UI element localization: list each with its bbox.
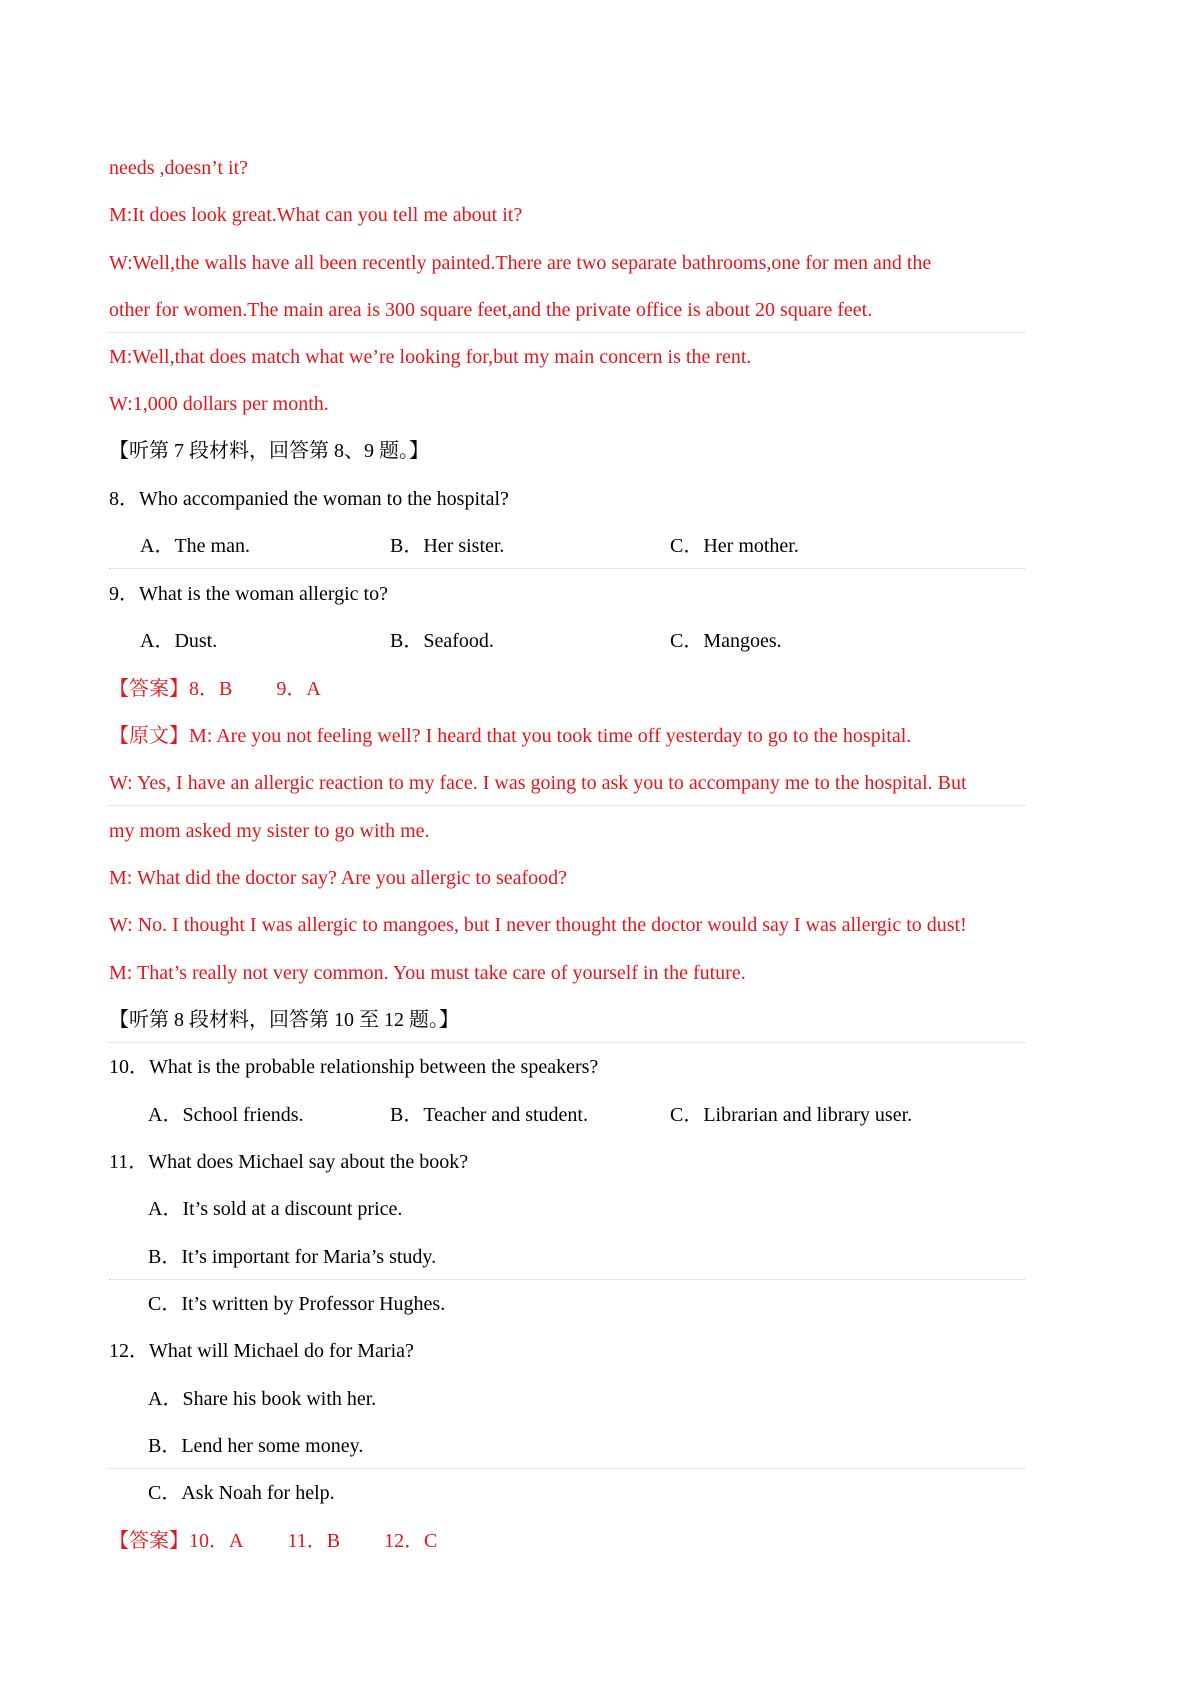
option-b: B．Lend her some money. [148, 1435, 364, 1457]
answer-value: 11．B [287, 1530, 341, 1552]
dotted-rule [109, 568, 1025, 569]
transcript-line: W:Well,the walls have all been recently painted.There are two separate bathrooms,one for men and the [109, 252, 932, 274]
option-a: A．It’s sold at a discount price. [148, 1198, 403, 1220]
dotted-rule [109, 805, 1025, 806]
transcript-line: W:1,000 dollars per month. [109, 393, 329, 415]
question-stem: 8．Who accompanied the woman to the hospital? [109, 488, 509, 510]
option-c: C．Mangoes. [670, 630, 782, 652]
option-a: A．School friends. [148, 1104, 304, 1126]
dotted-rule [109, 1468, 1025, 1469]
answer-label: 【答案】 [109, 1530, 189, 1552]
question-stem: 10．What is the probable relationship between the speakers? [109, 1056, 599, 1078]
answer-value: 10．A [189, 1530, 244, 1552]
option-b: B．Her sister. [390, 535, 505, 557]
transcript-line [109, 723, 911, 749]
option-a: A．Dust. [140, 630, 218, 652]
option-b: B．It’s important for Maria’s study. [148, 1246, 437, 1268]
option-c: C．Librarian and library user. [670, 1104, 913, 1126]
question-stem: 9．What is the woman allergic to? [109, 583, 388, 605]
section-header: 【听第 8 段材料，回答第 10 至 12 题。】 [109, 1009, 459, 1031]
transcript-line: needs ,doesn’t it? [109, 157, 249, 179]
answer-label: 【答案】 [109, 678, 189, 700]
answer-value: 9．A [276, 678, 321, 700]
section-header: 【听第 7 段材料，回答第 8、9 题。】 [109, 440, 429, 462]
transcript-label: 【原文】 [109, 725, 189, 747]
transcript-line: W: No. I thought I was allergic to mangoes, but I never thought the doctor would say I was allergic to dust! [109, 914, 967, 936]
transcript-line: M: That’s really not very common. You must take care of yourself in the future. [109, 962, 746, 984]
option-c: C．It’s written by Professor Hughes. [148, 1293, 446, 1315]
option-c: C．Her mother. [670, 535, 799, 557]
option-a: A．The man. [140, 535, 250, 557]
transcript-line: M:It does look great.What can you tell me about it? [109, 204, 523, 226]
dotted-rule [109, 1279, 1025, 1280]
answer-value: 8．B [189, 678, 233, 700]
answer-line [109, 676, 321, 702]
transcript-line: other for women.The main area is 300 square feet,and the private office is about 20 square feet. [109, 299, 873, 321]
question-stem: 12．What will Michael do for Maria? [109, 1340, 414, 1362]
transcript-line: M:Well,that does match what we’re looking for,but my main concern is the rent. [109, 346, 752, 368]
dotted-rule [109, 1042, 1025, 1043]
transcript-line: my mom asked my sister to go with me. [109, 820, 430, 842]
option-b: B．Teacher and student. [390, 1104, 588, 1126]
answer-value: 12．C [384, 1530, 438, 1552]
option-a: A．Share his book with her. [148, 1388, 377, 1410]
question-stem: 11．What does Michael say about the book? [109, 1151, 469, 1173]
answer-line [109, 1528, 437, 1554]
option-c: C．Ask Noah for help. [148, 1482, 335, 1504]
transcript-text: M: Are you not feeling well? I heard that you took time off yesterday to go to the hospital. [189, 725, 912, 747]
dotted-rule [109, 332, 1025, 333]
transcript-line: W: Yes, I have an allergic reaction to my face. I was going to ask you to accompany me to the hospital. But [109, 772, 967, 794]
transcript-line: M: What did the doctor say? Are you allergic to seafood? [109, 867, 568, 889]
option-b: B．Seafood. [390, 630, 494, 652]
